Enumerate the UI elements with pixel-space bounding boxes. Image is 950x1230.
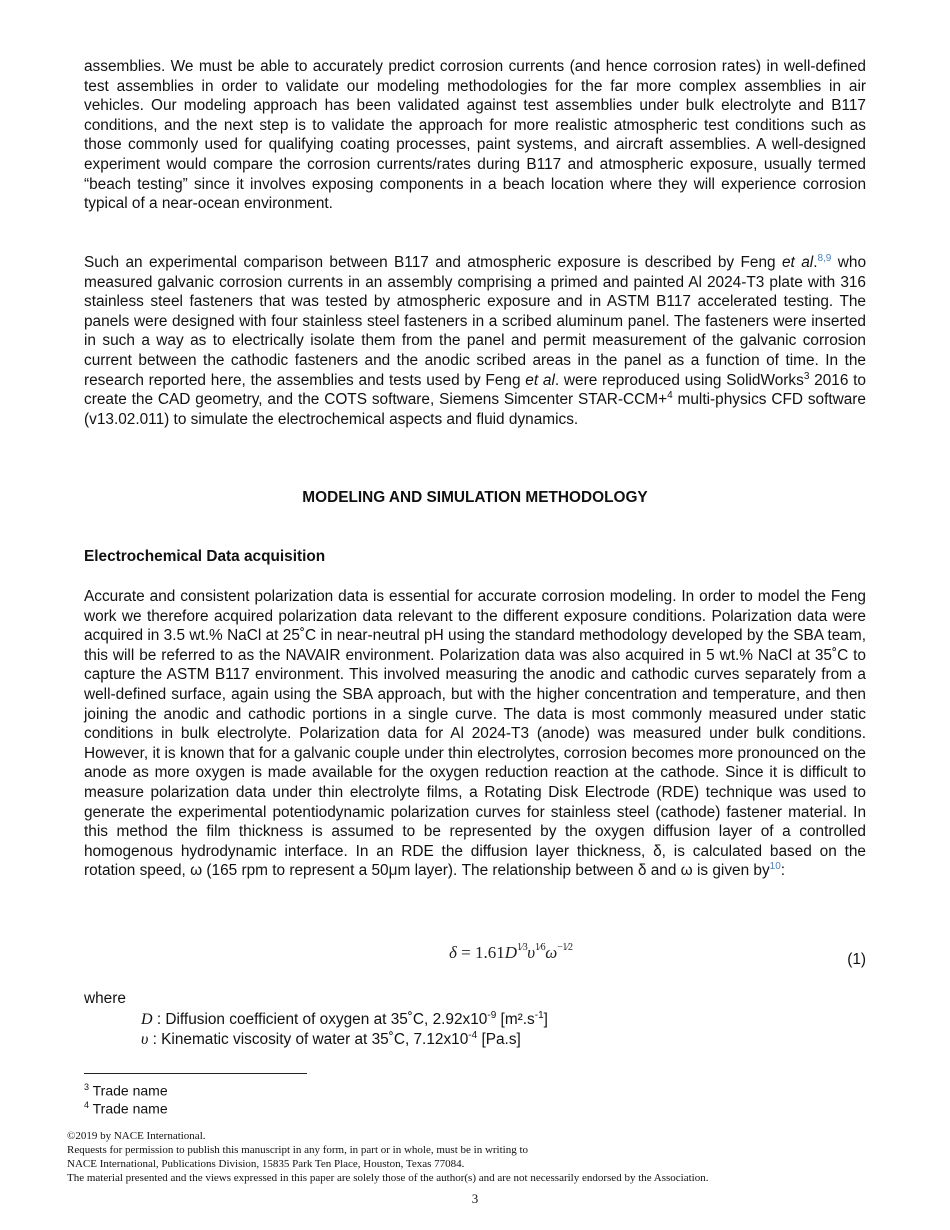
equation-exponent: −1⁄2 [557, 942, 573, 953]
copyright-notice [67, 1129, 708, 1185]
et-al-text: et al [525, 371, 555, 389]
paragraph-text: who measured galvanic corrosion currents in an assembly comprising a primed and painted Al 2024-T3 plate with 316 stainless steel fasteners that was tested by atmospheric exposure and in ASTM B117 accelerated testing. The panels were designed with four stainless steel fasteners in a scribed aluminum panel. The fasteners were inserted in such a way as to electrically isolate them from the panel and permit measurement of the galvanic corrosion current between the cathodic fasteners and the anodic scribed areas in the panel as a function of time. In the research reported here, the assemblies and tests used by Feng [84, 254, 867, 389]
et-al-text: et al [781, 254, 814, 271]
variable-symbol: υ [141, 1031, 149, 1049]
footnote-text: Trade name [89, 1082, 168, 1099]
equation-symbol: ω [545, 943, 558, 962]
citation-link[interactable]: 8,9 [817, 252, 832, 264]
paragraph-text: assemblies. We must be able to accurately predict corrosion currents (and hence corrosion rates) in well-defined test assemblies in order to validate our modeling methodologies for the far more complex assemblies in air vehicles. Our modeling approach has been validated against test assemblies under bulk electrolyte and B117 conditions, and the next step is to validate the approach for more realistic atmospheric test conditions such as those commonly used for qualifying coating processes, paint systems, and aircraft assemblies. A well-designed experiment would compare the corrosion currents/rates during B117 and atmospheric exposure, usually termed “beach testing” since it involves exposing components in a beach location where they will experience corrosion typical of a near-ocean environment. [84, 58, 866, 213]
variable-unit: ] [543, 1011, 548, 1029]
footnote [84, 1100, 168, 1117]
copyright-line: Requests for permission to publish this manuscript in any form, in part or in whole, must be in writing to [67, 1144, 529, 1156]
paragraph-text: Such an experimental comparison between B117 and atmospheric exposure is described by Feng [84, 254, 782, 271]
footnote-mark: 3 [84, 1082, 90, 1092]
footnote [84, 1082, 168, 1099]
paragraph-text: . [813, 254, 818, 271]
variable-exponent: -1 [534, 1010, 544, 1021]
variable-exponent: -9 [487, 1010, 497, 1021]
variable-unit: [m².s [496, 1011, 535, 1029]
page-number: 3 [471, 1191, 479, 1206]
paragraph-electrochemical-data [84, 587, 866, 881]
equation-coefficient: 1.61 [475, 943, 505, 962]
footnote-marker[interactable]: 3 [803, 370, 810, 382]
equation-diffusion-layer [449, 942, 573, 963]
footnote-divider [84, 1073, 307, 1074]
equation-exponent: 1⁄6 [535, 942, 546, 953]
paragraph-text: Accurate and consistent polarization data is essential for accurate corrosion modeling. In order to model the Feng work we therefore acquired polarization data relevant to the different exposure conditions. Polarization data were acquired in 3.5 wt.% NaCl at 25˚C in near-neutral pH using the standard methodology developed by the SBA team, this will be referred to as the NAVAIR environment. Polarization data was also acquired in 5 wt.% NaCl at 35˚C to capture the ASTM B117 environment. This involved measuring the anodic and cathodic curves separately from a well-defined surface, again using the SBA approach, but with the higher concentration and temperature, and then joining the anodic and cathodic portions in a single curve. The data is most commonly measured under static conditions in bulk electrolyte. Polarization data for Al 2024-T3 (anode) was measured under bulk conditions. However, it is known that for a galvanic couple under thin electrolytes, corrosion becomes more pronounced on the anode as more oxygen is made available for the oxygen reduction reaction at the cathode. Since it is difficult to measure polarization data under thin electrolyte films, a Rotating Disk Electrode (RDE) technique was used to generate the experimental potentiodynamic polarization curves for stainless steel (cathode) fastener material. In this method the film thickness is assumed to be represented by the oxygen diffusion layer of a controlled homogenous hydrodynamic interface. In an RDE the diffusion layer thickness, δ, is calculated based on the rotation speed, ω (165 rpm to represent a 50μm layer). The relationship between δ and ω is given by [84, 588, 866, 880]
equation-symbol: D [504, 943, 518, 962]
equation-symbol: δ [449, 943, 457, 962]
subsection-heading: Electrochemical Data acquisition [84, 548, 326, 565]
variable-description: : Kinematic viscosity of water at 35˚C, 7.12x10 [148, 1031, 469, 1049]
paragraph-text: multi-physics CFD software (v13.02.011) to simulate the electrochemical aspects and fluid dynamics. [84, 391, 866, 428]
paragraph-text: . were reproduced using SolidWorks [554, 371, 804, 389]
variable-symbol: D [141, 1011, 153, 1029]
equation-number: (1) [847, 951, 866, 968]
copyright-line: ©2019 by NACE International. [67, 1130, 206, 1142]
paragraph-feng-comparison [84, 253, 866, 429]
variable-definition [141, 1030, 521, 1049]
copyright-line: The material presented and the views expressed in this paper are solely those of the author(s) and are not necessarily endorsed by the Association. [67, 1172, 709, 1184]
equation-symbol: υ [527, 943, 536, 962]
variable-unit: [Pa.s] [477, 1031, 521, 1049]
footnote-marker[interactable]: 4 [667, 390, 673, 402]
paragraph-intro-continued [84, 57, 866, 214]
section-heading: MODELING AND SIMULATION METHODOLOGY [302, 489, 648, 506]
footnote-mark: 4 [84, 1100, 90, 1110]
footnote-text: Trade name [89, 1100, 168, 1117]
equation-exponent: 1⁄3 [517, 942, 528, 953]
paragraph-text: 2016 to create the CAD geometry, and the COTS software, Siemens Simcenter STAR-CCM+ [84, 371, 866, 409]
equation-operator: = [456, 943, 475, 962]
variable-exponent: -4 [468, 1030, 478, 1041]
paragraph-text: : [780, 862, 786, 880]
where-label: where [84, 990, 126, 1007]
variable-definition [141, 1010, 548, 1029]
variable-description: : Diffusion coefficient of oxygen at 35˚C, 2.92x10 [152, 1011, 488, 1029]
copyright-line: NACE International, Publications Division, 15835 Park Ten Place, Houston, Texas 77084. [67, 1158, 465, 1170]
citation-link[interactable]: 10 [769, 861, 781, 873]
